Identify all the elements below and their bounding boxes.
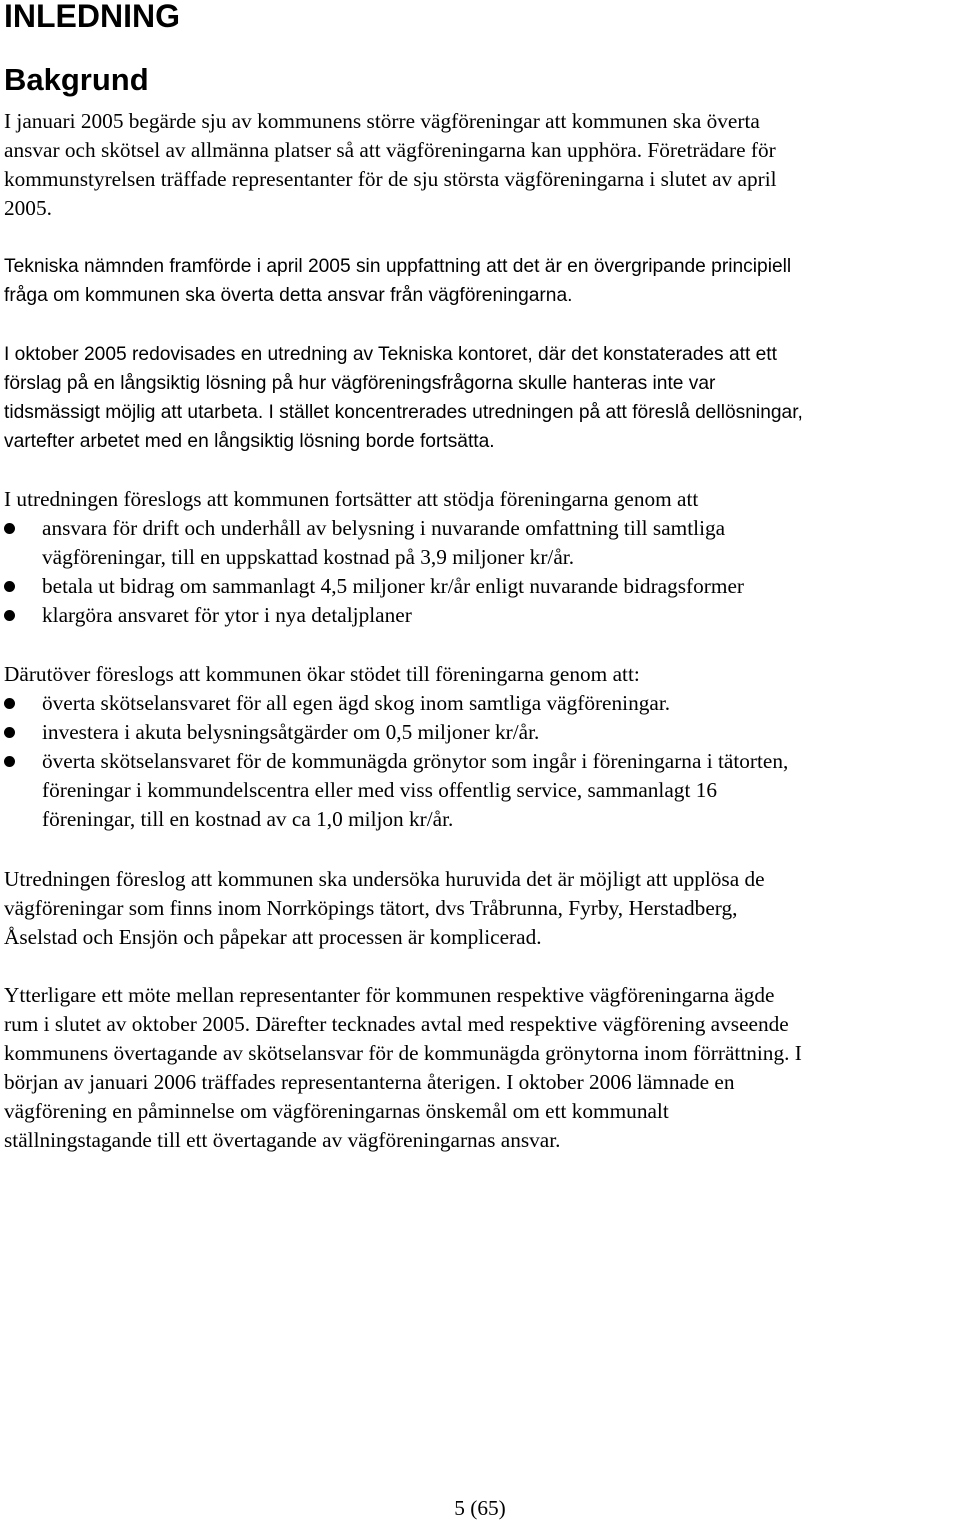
text-line: vartefter arbetet med en långsiktig lösning borde fortsätta. [4, 431, 495, 452]
paragraph-6 [4, 865, 960, 952]
paragraph-7 [4, 981, 960, 1155]
text-line: klargöra ansvaret för ytor i nya detaljplaner [42, 603, 412, 627]
page-number: 5 (65) [454, 1496, 506, 1520]
list-item [4, 601, 960, 630]
section-heading: Bakgrund [4, 62, 149, 97]
text-line: ställningstagande till ett övertagande av vägföreningarnas ansvar. [4, 1128, 561, 1152]
bullet-icon [4, 727, 15, 738]
bullet-icon [4, 698, 15, 709]
text-line: investera i akuta belysningsåtgärder om 0,5 miljoner kr/år. [42, 720, 540, 744]
list-item [4, 689, 960, 718]
paragraph-4-intro [4, 485, 960, 514]
text-line: Utredningen föreslog att kommunen ska undersöka huruvida det är möjligt att upplösa de [4, 867, 765, 891]
text-line: överta skötselansvaret för all egen ägd skog inom samtliga vägföreningar. [42, 691, 671, 715]
text-line: Åselstad och Ensjön och påpekar att processen är komplicerad. [4, 925, 542, 949]
text-line: kommunens övertagande av skötselansvar för de kommunägda grönytorna inom förrättning. I [4, 1041, 802, 1065]
paragraph-3 [4, 340, 960, 456]
text-line: Ytterligare ett möte mellan representanter för kommunen respektive vägföreningarna ägde [4, 983, 775, 1007]
text-line: vägförening en påminnelse om vägföreningarnas önskemål om ett kommunalt [4, 1099, 669, 1123]
text-line: vägföreningar som finns inom Norrköpings tätort, dvs Tråbrunna, Fyrby, Herstadberg, [4, 896, 738, 920]
bullet-icon [4, 523, 15, 534]
bullet-icon [4, 756, 15, 767]
list-item [4, 747, 960, 834]
list-item [4, 718, 960, 747]
bullet-icon [4, 610, 15, 621]
list-item [4, 514, 960, 572]
paragraph-1 [4, 107, 960, 223]
paragraph-5-intro [4, 660, 960, 689]
page-heading: INLEDNING [4, 0, 180, 34]
text-line: ansvar och skötsel av allmänna platser så att vägföreningarna kan upphöra. Företrädare för [4, 138, 776, 162]
bullet-icon [4, 581, 15, 592]
text-line: föreningar i kommundelscentra eller med viss offentlig service, sammanlagt 16 [42, 778, 717, 802]
text-line: överta skötselansvaret för de kommunägda grönytor som ingår i föreningarna i tätorten, [42, 749, 789, 773]
text-line: rum i slutet av oktober 2005. Därefter tecknades avtal med respektive vägförening avseende [4, 1012, 789, 1036]
text-line: Tekniska nämnden framförde i april 2005 sin uppfattning att det är en övergripande principiell [4, 256, 792, 277]
text-line: 2005. [4, 196, 52, 220]
text-line: fråga om kommunen ska överta detta ansvar från vägföreningarna. [4, 285, 573, 306]
text-line: betala ut bidrag om sammanlagt 4,5 miljoner kr/år enligt nuvarande bidragsformer [42, 574, 744, 598]
text-line: början av januari 2006 träffades representanterna återigen. I oktober 2006 lämnade en [4, 1070, 735, 1094]
text-line: tidsmässigt möjlig att utarbeta. I stället koncentrerades utredningen på att föreslå dellösningar, [4, 402, 803, 423]
bullet-list-2 [4, 689, 960, 834]
text-line: förslag på en långsiktig lösning på hur vägföreningsfrågorna skulle hanteras inte var [4, 373, 716, 394]
text-line: I utredningen föreslogs att kommunen fortsätter att stödja föreningarna genom att [4, 487, 699, 511]
text-line: ansvara för drift och underhåll av belysning i nuvarande omfattning till samtliga [42, 516, 726, 540]
text-line: Därutöver föreslogs att kommunen ökar stödet till föreningarna genom att: [4, 662, 640, 686]
text-line: föreningar, till en kostnad av ca 1,0 miljon kr/år. [42, 807, 454, 831]
bullet-list-1 [4, 514, 960, 630]
text-line: I januari 2005 begärde sju av kommunens större vägföreningar att kommunen ska överta [4, 109, 760, 133]
paragraph-2 [4, 252, 960, 310]
text-line: kommunstyrelsen träffade representanter för de sju största vägföreningarna i slutet av april [4, 167, 777, 191]
list-item [4, 572, 960, 601]
text-line: I oktober 2005 redovisades en utredning av Tekniska kontoret, där det konstaterades att ett [4, 344, 777, 365]
text-line: vägföreningar, till en uppskattad kostnad på 3,9 miljoner kr/år. [42, 545, 575, 569]
